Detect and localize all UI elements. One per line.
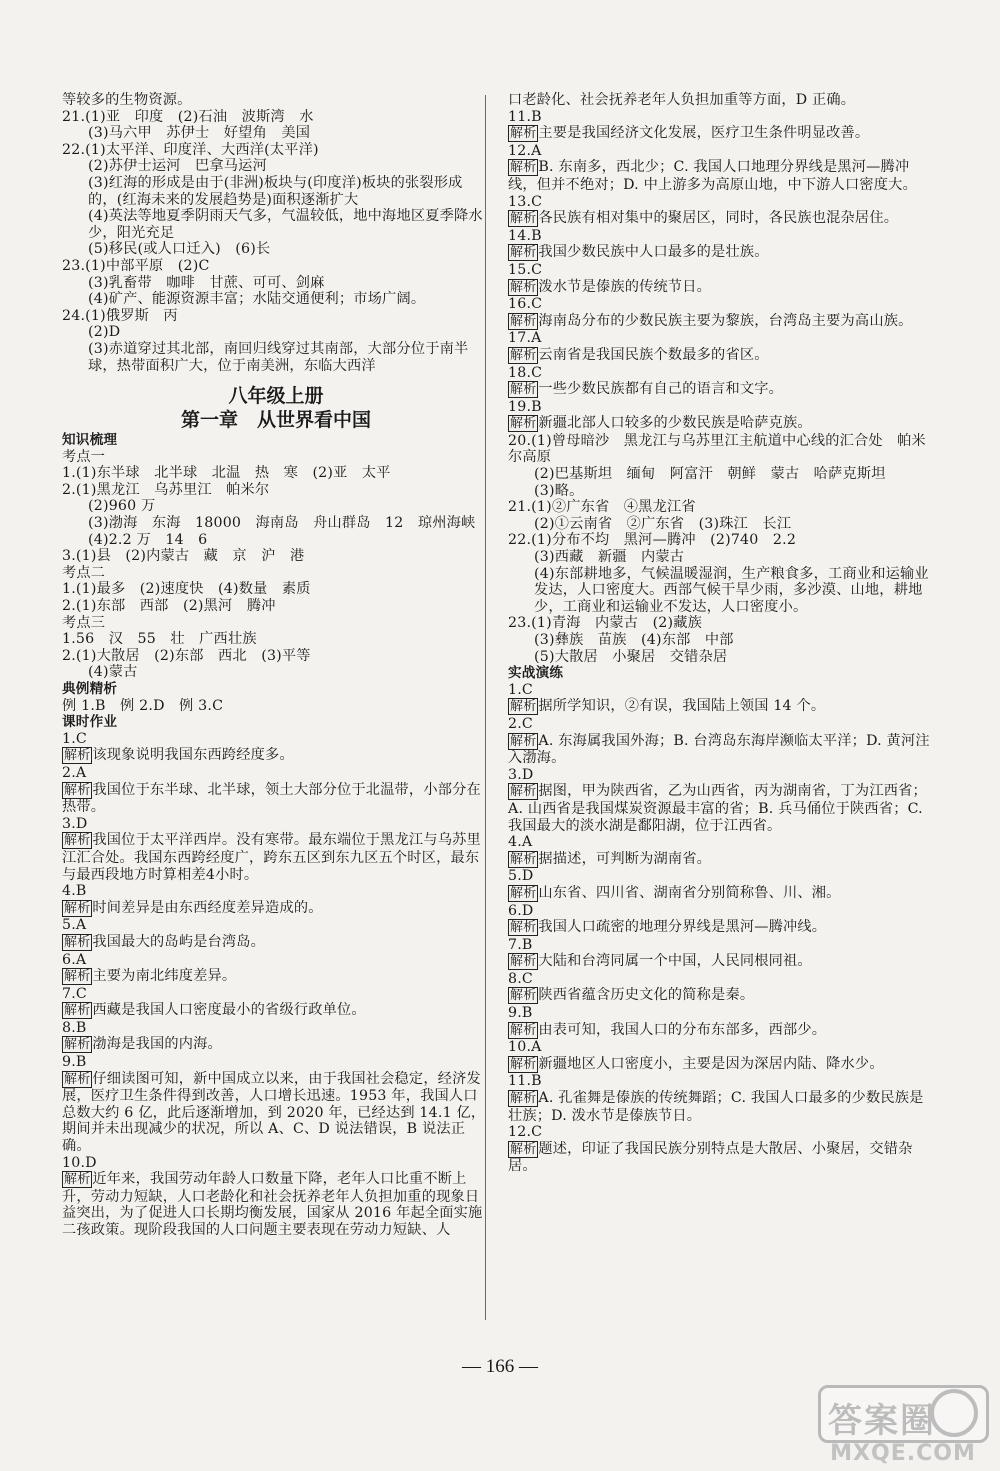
explanation-tag: 解析	[64, 782, 91, 798]
answer-subline: (4)矿产、能源资源丰富；水陆交通便利；市场广阔。	[88, 291, 426, 308]
answer-line: 11.B	[508, 1073, 542, 1090]
answer-line: 2.(1)黑龙江 乌苏里江 帕米尔	[62, 481, 270, 498]
explanation-line: 解析 近年来，我国劳动年龄人口数量下降，老年人口比重不断上升，劳动力短缺，人口老龄化和社会抚养老年人负担加重的现象日益突出，为了促进人口长期均衡发展，国家从 2016 年起全面实施二孩政策。现阶段我国的人口问题主要表现在劳动力短缺、人	[62, 1171, 483, 1238]
explanation-tag: 解析	[64, 934, 91, 950]
explanation-tag: 解析	[510, 211, 537, 227]
explanation-tag: 解析	[510, 416, 537, 432]
answer-line: 3.D	[62, 815, 88, 832]
text-line: 等较多的生物资源。	[62, 92, 192, 108]
explanation-tag: 解析	[64, 900, 91, 916]
answer-line: 18.C	[508, 364, 543, 381]
chapter-title: 第一章 从世界看中国	[180, 409, 371, 432]
explanation-line: 解析 我国最大的岛屿是台湾岛。	[64, 933, 266, 950]
explanation-tag: 解析	[510, 920, 537, 936]
explanation-line: 解析 时间差异是由东西经度差异造成的。	[64, 899, 323, 916]
answer-line: 17.A	[508, 330, 542, 347]
explanation-tag: 解析	[510, 885, 537, 901]
explanation-tag: 解析	[510, 1141, 537, 1157]
section-heading: 知识梳理	[62, 432, 118, 449]
answer-line: 21.(1)亚 印度 (2)石油 波斯湾 水	[62, 108, 314, 125]
answer-line: 2.(1)大散居 (2)东部 西北 (3)平等	[62, 647, 311, 664]
explanation-line: 解析 各民族有相对集中的聚居区，同时，各民族也混杂居住。	[510, 210, 899, 227]
explanation-line: 解析 题述，印证了我国民族分别特点是大散居、小聚居，交错杂居。	[508, 1140, 913, 1175]
explanation-tag: 解析	[510, 245, 537, 261]
explanation-line: 解析 渤海是我国的内海。	[64, 1036, 222, 1053]
explanation-line: 解析 据图，甲为陕西省，乙为山西省，丙为湖南省，丁为江西省；A. 山西省是我国煤炭资源最丰富的省；B. 兵马俑位于陕西省；C. 我国最大的淡水湖是鄱阳湖，位于江西省。	[508, 783, 928, 834]
right-lines	[508, 92, 936, 1175]
left-lines-a	[62, 92, 490, 374]
explanation-tag: 解析	[510, 954, 537, 970]
explanation-line: 解析 山东省、四川省、湖南省分别简称鲁、川、湘。	[510, 884, 841, 901]
answer-subline: (3)彝族 苗族 (4)东部 中部	[534, 632, 734, 648]
answer-line: 9.B	[62, 1054, 87, 1071]
explanation-tag: 解析	[510, 733, 537, 749]
explanation-tag: 解析	[510, 851, 537, 867]
explanation-tag: 解析	[510, 1022, 537, 1038]
explanation-tag: 解析	[510, 784, 537, 800]
explanation-line: 解析 主要是我国经济文化发展，医疗卫生条件明显改善。	[510, 125, 870, 142]
text-line: 口老龄化、社会抚养老年人负担加重等方面，D 正确。	[508, 92, 856, 108]
answer-line: 7.C	[62, 985, 87, 1002]
explanation-line: 解析 据描述，可判断为湖南省。	[510, 850, 712, 867]
explanation-line: 解析 我国少数民族中人口最多的是壮族。	[510, 244, 769, 261]
answer-line: 3.D	[508, 766, 534, 783]
explanation-tag: 解析	[64, 969, 91, 985]
answer-subline: (4)2.2 万 14 6	[88, 531, 208, 548]
explanation-line: 解析 我国位于东半球、北半球，领土大部分位于北温带，小部分在热带。	[62, 781, 481, 816]
explanation-line: 解析 海南岛分布的少数民族主要为黎族，台湾岛主要为高山族。	[510, 312, 913, 329]
answer-subline: (3)略。	[534, 482, 584, 499]
explanation-line: 解析 新疆地区人口密度小，主要是因为深居内陆、降水少。	[510, 1055, 884, 1072]
answer-line: 4.B	[62, 883, 87, 900]
explanation-tag: 解析	[64, 1172, 91, 1188]
explanation-tag: 解析	[64, 748, 91, 764]
answer-line: 22.(1)太平洋、印度洋、大西洋(太平洋)	[62, 141, 319, 158]
section-heading: 典例精析	[62, 681, 118, 697]
explanation-tag: 解析	[510, 160, 537, 176]
answer-subline: (4)英法等地夏季阴雨天气多，气温较低，地中海地区夏季降水少，阳光充足	[88, 208, 483, 241]
grade-title: 八年级上册	[228, 385, 324, 408]
answer-line: 6.A	[62, 951, 87, 968]
answer-line: 16.C	[508, 296, 543, 313]
answer-line: 考点二	[62, 564, 106, 581]
answer-line: 15.C	[508, 261, 543, 278]
watermark-cn-text: 答案圈	[828, 1401, 936, 1441]
answer-line: 20.(1)曾母暗沙 黑龙江与乌苏里江主航道中心线的汇合处 帕米尔高原	[508, 432, 926, 466]
explanation-line: 解析 该现象说明我国东西跨经度多。	[64, 747, 294, 764]
answer-line: 12.C	[508, 1124, 543, 1141]
answer-line: 14.B	[508, 227, 542, 244]
answer-subline: (4)蒙古	[88, 664, 138, 681]
explanation-tag: 解析	[510, 699, 537, 715]
answer-line: 13.C	[508, 193, 543, 210]
column-divider	[485, 95, 486, 1320]
answer-line: 3.(1)县 (2)内蒙古 藏 京 沪 港	[62, 548, 305, 565]
answer-line: 8.B	[62, 1019, 87, 1036]
answer-line: 1.(1)最多 (2)速度快 (4)数量 素质	[62, 581, 311, 598]
watermark-ring-icon	[930, 1389, 978, 1437]
answer-line: 22.(1)分布不均 黑河—腾冲 (2)740 2.2	[508, 532, 797, 549]
answer-subline: (3)红海的形成是由于(非洲)板块与(印度洋)板块的张裂形成的，(红海未来的发展趋势是)面积逐渐扩大	[88, 174, 463, 208]
explanation-line: 解析 由表可知，我国人口的分布东部多，西部少。	[510, 1021, 827, 1038]
answer-line: 10.D	[62, 1154, 97, 1171]
explanation-line: 解析 A. 东海属我国外海；B. 台湾岛东海岸濒临太平洋；D. 黄河注入渤海。	[508, 732, 930, 767]
answer-line: 9.B	[508, 1005, 533, 1022]
answer-line: 2.(1)东部 西部 (2)黑河 腾冲	[62, 598, 276, 615]
answer-line: 2.A	[62, 764, 87, 781]
explanation-line: 解析 A. 孔雀舞是傣族的传统舞蹈；C. 我国人口最多的少数民族是壮族；D. 泼水节是傣族节日。	[508, 1090, 924, 1124]
answer-line: 5.A	[62, 917, 87, 934]
page-number: — 166 —	[462, 1356, 538, 1377]
explanation-line: 解析 泼水节是傣族的传统节日。	[510, 278, 712, 295]
right-column	[508, 92, 936, 1175]
answer-subline: (4)东部耕地多，气候温暖湿润，生产粮食多，工商业和运输业发达，人口密度大。西部气候干旱少雨，多沙漠、山地，耕地少，工商业和运输业不发达，人口密度小。	[534, 565, 929, 615]
explanation-tag: 解析	[64, 1037, 91, 1053]
explanation-line: 解析 陕西省蕴含历史文化的简称是秦。	[510, 987, 755, 1004]
answer-line: 2.C	[508, 715, 533, 732]
answer-line: 考点一	[62, 448, 106, 465]
answer-line: 例 1.B 例 2.D 例 3.C	[62, 697, 224, 714]
answer-line: 23.(1)青海 内蒙古 (2)藏族	[508, 615, 703, 632]
explanation-line: 解析 B. 东南多，西北少；C. 我国人口地理分界线是黑河—腾冲线，但并不绝对；D. 中上游多为高原山地，中下游人口密度大。	[508, 159, 917, 193]
watermark-site-text: MXQE.COM	[830, 1441, 976, 1466]
answer-line: 6.D	[508, 902, 534, 919]
explanation-tag: 解析	[510, 1091, 537, 1107]
left-column	[62, 92, 490, 1239]
explanation-line: 解析 仔细读图可知，新中国成立以来，由于我国社会稳定，经济发展，医疗卫生条件得到改善，人口增长迅速。1953 年，我国人口总数大约 6 亿，此后逐渐增加，到 2020 年，已经达到 14.1 亿，期间并未出现减少的状况，所以 A、C、D 说法错误，B 说法正确。	[62, 1070, 486, 1155]
answer-line: 7.B	[508, 936, 533, 953]
answer-line: 19.B	[508, 398, 542, 415]
explanation-tag: 解析	[510, 988, 537, 1004]
explanation-tag: 解析	[64, 1071, 91, 1087]
answer-line: 12.A	[508, 142, 542, 159]
answer-line: 1.56 汉 55 壮 广西壮族	[62, 631, 257, 648]
explanation-tag: 解析	[64, 833, 91, 849]
answer-subline: (2)960 万	[88, 498, 156, 515]
answer-subline: (5)大散居 小聚居 交错杂居	[534, 648, 728, 665]
explanation-line: 解析 一些少数民族都有自己的语言和文字。	[510, 381, 783, 398]
explanation-line: 解析 新疆北部人口较多的少数民族是哈萨克族。	[510, 415, 812, 432]
left-lines-b	[62, 432, 490, 1239]
explanation-tag: 解析	[510, 1056, 537, 1072]
section-heading: 课时作业	[62, 714, 118, 731]
watermark-logo	[818, 1385, 988, 1465]
answer-subline: (3)马六甲 苏伊士 好望角 美国	[88, 125, 311, 142]
explanation-tag: 解析	[510, 382, 537, 398]
answer-line: 11.B	[508, 108, 542, 125]
explanation-line: 解析 据所学知识，②有误，我国陆上领国 14 个。	[510, 698, 826, 715]
answer-line: 23.(1)中部平原 (2)C	[62, 257, 210, 274]
explanation-tag: 解析	[510, 347, 537, 363]
explanation-line: 解析 大陆和台湾同属一个中国，人民同根同祖。	[510, 953, 812, 970]
explanation-line: 解析 我国位于太平洋西岸。没有寒带。最东端位于黑龙江与乌苏里江汇合处。我国东西跨经度广，跨东五区到东九区五个时区，最东与最西段地方时算相差4小时。	[62, 832, 481, 883]
answer-subline: (2)D	[88, 324, 121, 341]
answer-line: 5.D	[508, 868, 534, 885]
answer-line: 4.A	[508, 834, 533, 851]
explanation-line: 解析 主要为南北纬度差异。	[64, 968, 237, 985]
answer-subline: (3)赤道穿过其北部，南回归线穿过其南部，大部分位于南半球，热带面积广大，位于南美洲，东临大西洋	[88, 340, 469, 374]
answer-subline: (3)西藏 新疆 内蒙古	[534, 549, 685, 566]
answer-line: 1.(1)东半球 北半球 北温 热 寒 (2)亚 太平	[62, 465, 391, 482]
answer-line: 1.C	[508, 681, 533, 698]
answer-subline: (2)苏伊士运河 巴拿马运河	[88, 158, 267, 175]
answer-line: 24.(1)俄罗斯 丙	[62, 307, 178, 324]
explanation-line: 解析 西藏是我国人口密度最小的省级行政单位。	[64, 1002, 366, 1019]
section-heading: 实战演练	[508, 665, 564, 682]
answer-line: 考点三	[62, 614, 106, 631]
answer-subline: (2)①云南省 ②广东省 (3)珠江 长江	[534, 515, 792, 532]
explanation-tag: 解析	[510, 126, 537, 142]
answer-subline: (2)巴基斯坦 缅甸 阿富汗 朝鲜 蒙古 哈萨克斯坦	[534, 466, 886, 483]
explanation-tag: 解析	[510, 313, 537, 329]
answer-subline: (5)移民(或人口迁入) (6)长	[88, 241, 271, 258]
answer-line: 1.C	[62, 730, 87, 747]
explanation-tag: 解析	[64, 1003, 91, 1019]
answer-line: 10.A	[508, 1039, 542, 1056]
answer-subline: (3)乳畜带 咖啡 甘蔗、可可、剑麻	[88, 274, 325, 291]
explanation-line: 解析 我国人口疏密的地理分界线是黑河—腾冲线。	[510, 919, 827, 936]
answer-line: 21.(1)②广东省 ④黑龙江省	[508, 499, 696, 516]
answer-line: 8.C	[508, 970, 533, 987]
answer-subline: (3)渤海 东海 18000 海南岛 舟山群岛 12 琼州海峡	[88, 515, 476, 532]
explanation-line: 解析 云南省是我国民族个数最多的省区。	[510, 346, 769, 363]
explanation-tag: 解析	[510, 279, 537, 295]
